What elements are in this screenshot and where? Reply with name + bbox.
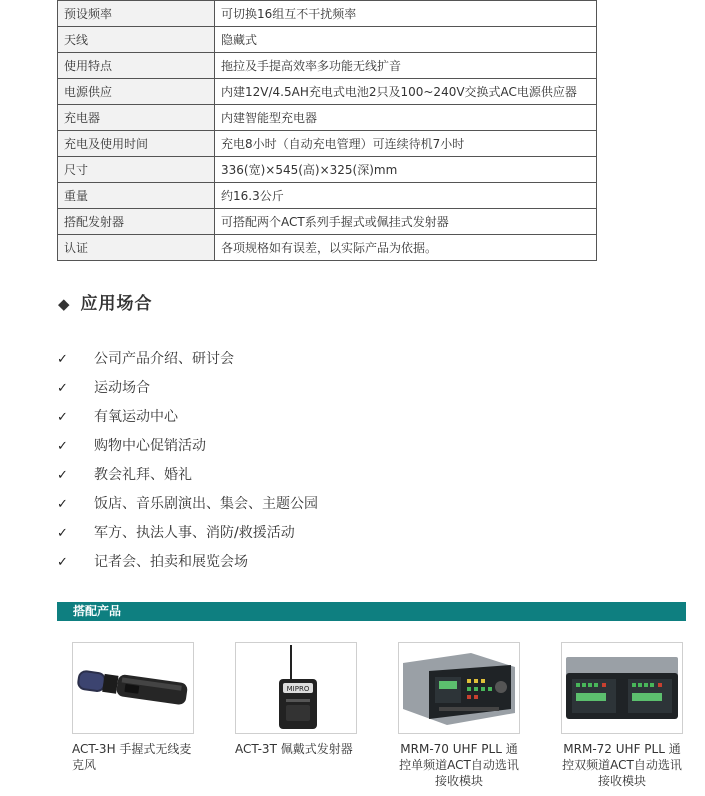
spec-table-body: [58, 1, 597, 261]
spec-row: [58, 79, 597, 105]
application-label: 记者会、拍卖和展览会场: [94, 554, 248, 570]
applications-heading: [58, 289, 153, 314]
spec-key: 重量: [58, 183, 215, 209]
related-products-bar: [57, 602, 686, 621]
application-item: [57, 520, 318, 549]
product-thumb[interactable]: [72, 642, 194, 734]
application-label: 运动场合: [94, 380, 150, 396]
checkmark-icon: ✓: [57, 497, 68, 512]
spec-row: [58, 209, 597, 235]
spec-key: 充电器: [58, 105, 215, 131]
product-card-mrm-70[interactable]: [398, 642, 520, 789]
bodypack-transmitter-icon: [236, 643, 356, 733]
application-item: [57, 549, 318, 578]
product-thumb[interactable]: [398, 642, 520, 734]
spec-value: 拖拉及手提高效率多功能无线扩音: [215, 53, 597, 79]
application-label: 公司产品介绍、研讨会: [94, 351, 234, 367]
spec-key: 电源供应: [58, 79, 215, 105]
checkmark-icon: ✓: [57, 468, 68, 483]
single-channel-receiver-module-icon: [399, 643, 519, 733]
product-caption[interactable]: ACT-3H 手握式无线麦克风: [72, 742, 192, 772]
spec-value: 可切换16组互不干扰频率: [215, 1, 597, 27]
application-item: [57, 433, 318, 462]
spec-value: 充电8小时（自动充电管理）可连续待机7小时: [215, 131, 597, 157]
checkmark-icon: ✓: [57, 381, 68, 396]
product-thumb[interactable]: [235, 642, 357, 734]
spec-row: [58, 157, 597, 183]
spec-value: 可搭配两个ACT系列手握式或佩挂式发射器: [215, 209, 597, 235]
product-card-mrm-72[interactable]: [561, 642, 683, 789]
spec-row: [58, 1, 597, 27]
checkmark-icon: ✓: [57, 526, 68, 541]
application-label: 教会礼拜、婚礼: [94, 467, 192, 483]
spec-key: 使用特点: [58, 53, 215, 79]
spec-row: [58, 53, 597, 79]
spec-key: 搭配发射器: [58, 209, 215, 235]
spec-value: 336(宽)×545(高)×325(深)mm: [215, 157, 597, 183]
spec-table: [57, 0, 597, 261]
checkmark-icon: ✓: [57, 439, 68, 454]
product-card-act-3t[interactable]: [235, 642, 357, 757]
spec-value: 内建12V/4.5AH充电式电池2只及100~240V交换式AC电源供应器: [215, 79, 597, 105]
spec-row: [58, 105, 597, 131]
application-item: [57, 491, 318, 520]
product-thumb[interactable]: [561, 642, 683, 734]
spec-row: [58, 235, 597, 261]
svg-text:MIPRO: MIPRO: [286, 685, 310, 693]
dual-channel-receiver-module-icon: [562, 643, 682, 733]
checkmark-icon: ✓: [57, 410, 68, 425]
spec-row: [58, 27, 597, 53]
application-label: 购物中心促销活动: [94, 438, 206, 454]
spec-row: [58, 183, 597, 209]
product-card-act-3h[interactable]: [72, 642, 194, 773]
product-caption[interactable]: MRM-72 UHF PLL 通控双频道ACT自动选讯接收模块: [562, 742, 682, 788]
product-caption[interactable]: MRM-70 UHF PLL 通控单频道ACT自动选讯接收模块: [399, 742, 519, 788]
applications-list: [57, 346, 318, 578]
checkmark-icon: ✓: [57, 555, 68, 570]
application-label: 军方、执法人事、消防/救援活动: [94, 525, 295, 541]
spec-key: 认证: [58, 235, 215, 261]
application-label: 饭店、音乐剧演出、集会、主题公园: [94, 496, 318, 512]
spec-value: 各项规格如有误差，以实际产品为依据。: [215, 235, 597, 261]
application-item: [57, 346, 318, 375]
spec-value: 隐藏式: [215, 27, 597, 53]
spec-row: [58, 131, 597, 157]
spec-value: 约16.3公斤: [215, 183, 597, 209]
spec-key: 天线: [58, 27, 215, 53]
handheld-microphone-icon: [73, 643, 193, 733]
application-item: [57, 404, 318, 433]
related-products-title: 搭配产品: [73, 604, 122, 618]
applications-title: 应用场合: [80, 294, 153, 314]
spec-key: 充电及使用时间: [58, 131, 215, 157]
spec-key: 尺寸: [58, 157, 215, 183]
spec-key: 预设频率: [58, 1, 215, 27]
checkmark-icon: ✓: [57, 352, 68, 367]
spec-value: 内建智能型充电器: [215, 105, 597, 131]
application-item: [57, 462, 318, 491]
application-label: 有氧运动中心: [94, 409, 178, 425]
application-item: [57, 375, 318, 404]
diamond-bullet-icon: ◆: [58, 295, 71, 313]
product-caption[interactable]: ACT-3T 佩戴式发射器: [235, 742, 353, 756]
